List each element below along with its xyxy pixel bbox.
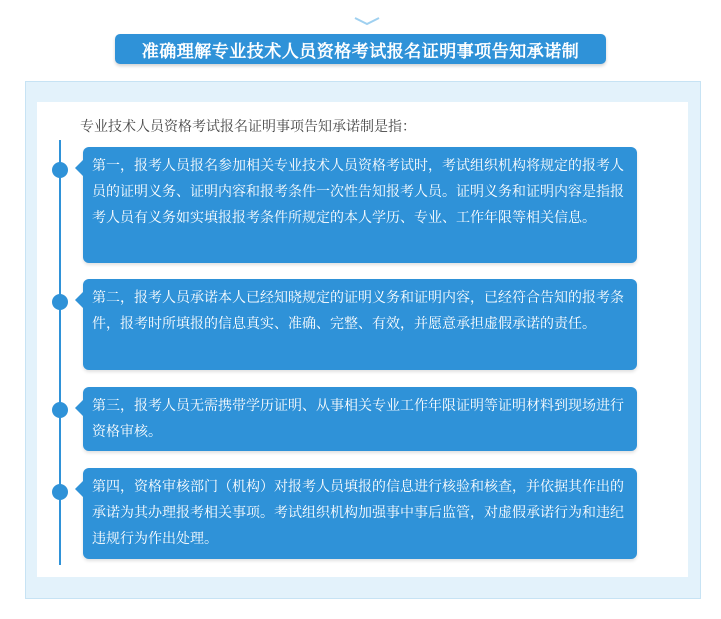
commitment-item-4: 第四，资格审核部门（机构）对报考人员填报的信息进行核验和核查，并依据其作出的承诺为其办理报考相关事项。考试组织机构加强事中事后监管，对虚假承诺行为和违纪违规行为作出处理。: [83, 468, 637, 559]
intro-text: 专业技术人员资格考试报名证明事项告知承诺制是指：: [80, 119, 416, 135]
commitment-item-1: 第一，报考人员报名参加相关专业技术人员资格考试时，考试组织机构将规定的报考人员的证明义务、证明内容和报考条件一次性告知报考人员。证明义务和证明内容是指报考人员有义务如实填报报考条件所规定的本人学历、专业、工作年限等相关信息。: [83, 147, 637, 263]
page-title: 准确理解专业技术人员资格考试报名证明事项告知承诺制: [115, 34, 606, 64]
timeline-dot: [52, 294, 68, 310]
timeline-dot: [52, 402, 68, 418]
commitment-item-2: 第二，报考人员承诺本人已经知晓规定的证明义务和证明内容，已经符合告知的报考条件，报考时所填报的信息真实、准确、完整、有效，并愿意承担虚假承诺的责任。: [83, 279, 637, 370]
chevron-ornament-icon: [353, 16, 381, 26]
timeline-line: [59, 140, 61, 565]
timeline-dot: [52, 162, 68, 178]
commitment-item-3: 第三，报考人员无需携带学历证明、从事相关专业工作年限证明等证明材料到现场进行资格审核。: [83, 387, 637, 451]
timeline-dot: [52, 484, 68, 500]
